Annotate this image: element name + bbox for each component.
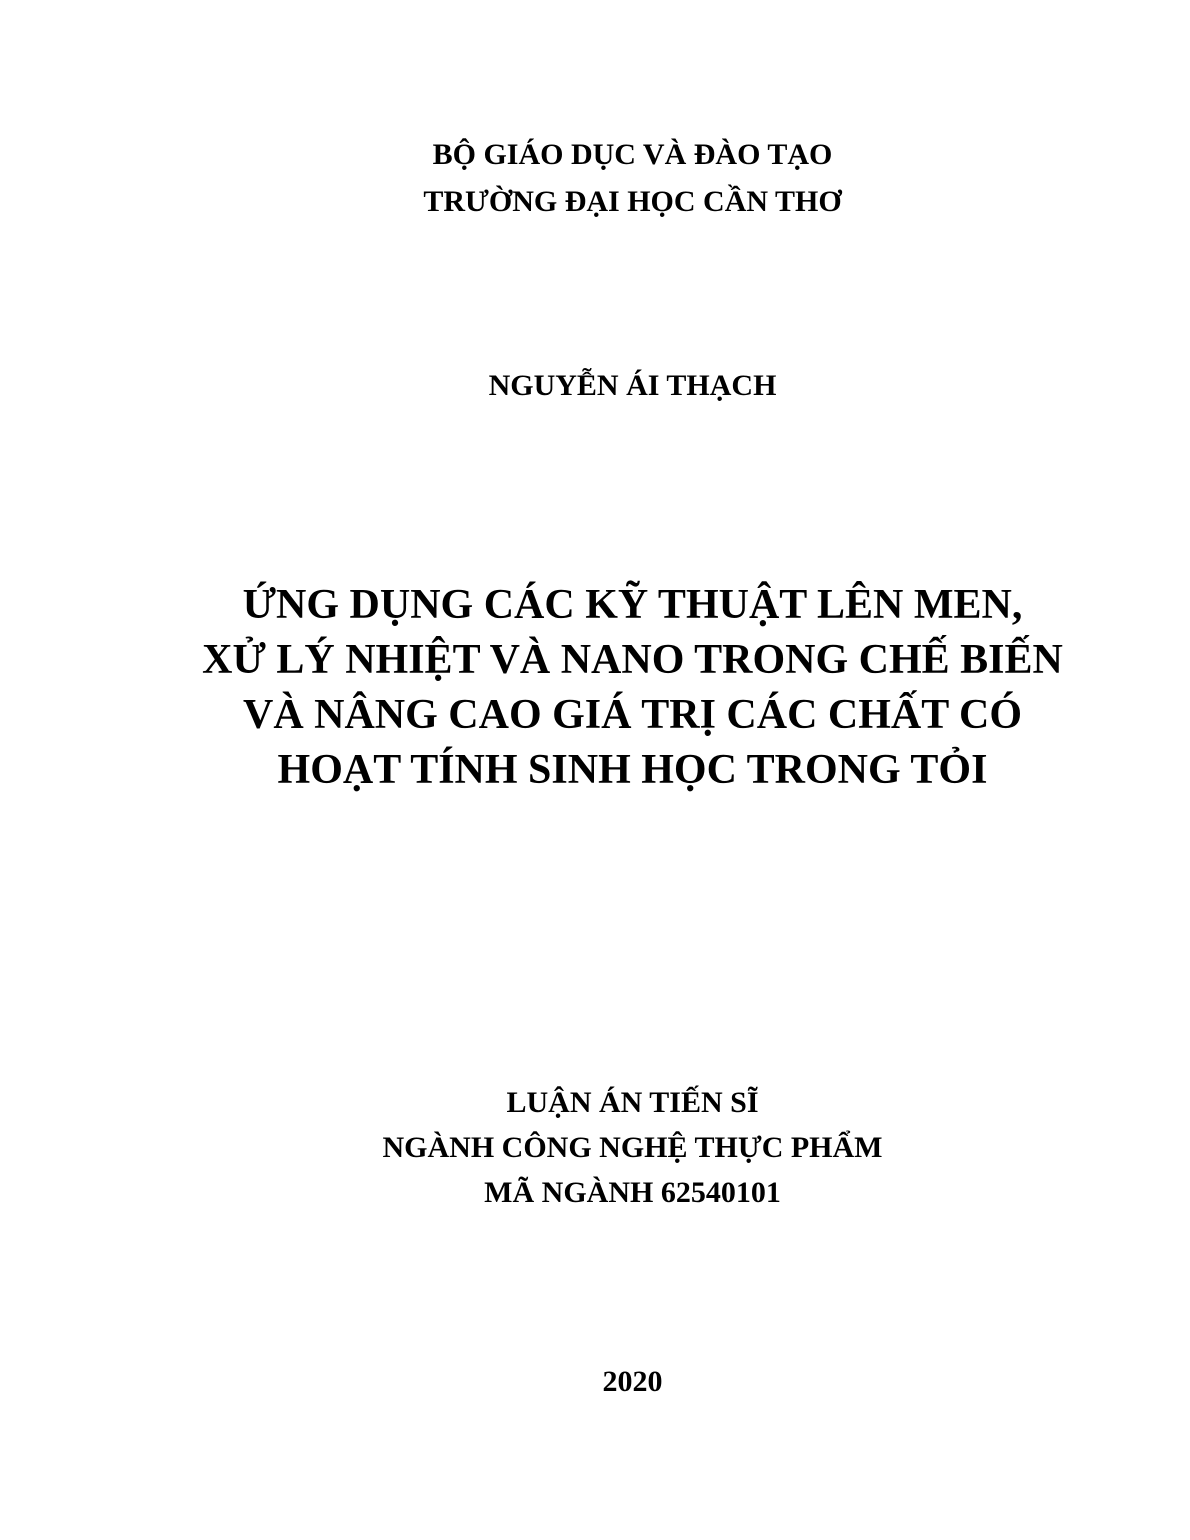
major-name: NGÀNH CÔNG NGHỆ THỰC PHẨM	[382, 1131, 883, 1164]
thesis-title-line-3: VÀ NÂNG CAO GIÁ TRỊ CÁC CHẤT CÓ	[242, 692, 1022, 738]
author-block	[190, 362, 1075, 409]
thesis-title-line-4: HOẠT TÍNH SINH HỌC TRONG TỎI	[277, 747, 988, 793]
degree-info-block	[190, 1080, 1075, 1215]
thesis-title-line-2: XỬ LÝ NHIỆT VÀ NANO TRONG CHẾ BIẾN	[202, 637, 1063, 683]
university-name: TRƯỜNG ĐẠI HỌC CẦN THƠ	[423, 185, 842, 218]
ministry-name: BỘ GIÁO DỤC VÀ ĐÀO TẠO	[432, 138, 833, 171]
thesis-title	[190, 578, 1075, 798]
organization-header	[190, 131, 1075, 225]
author-name: NGUYỄN ÁI THẠCH	[488, 369, 777, 402]
publication-year-block	[190, 1358, 1075, 1405]
publication-year: 2020	[602, 1365, 663, 1398]
document-type: LUẬN ÁN TIẾN SĨ	[506, 1086, 759, 1119]
major-code: MÃ NGÀNH 62540101	[484, 1176, 781, 1209]
thesis-title-line-1: ỨNG DỤNG CÁC KỸ THUẬT LÊN MEN,	[242, 582, 1023, 628]
